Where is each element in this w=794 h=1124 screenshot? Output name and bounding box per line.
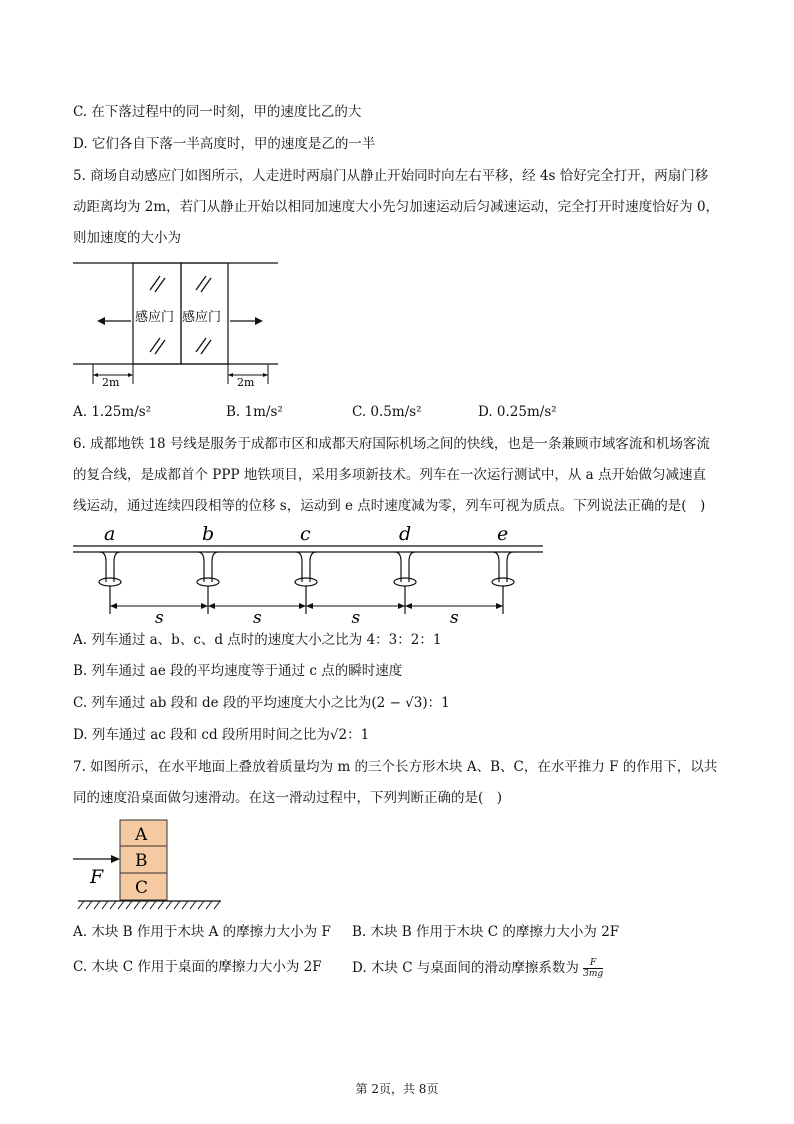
fraction-denominator: 3mg [583, 969, 604, 979]
q7-stem-line2: 同的速度沿桌面做匀速滑动。在这一滑动过程中，下列判断正确的是( ) [73, 790, 503, 806]
point-label-b: b [202, 523, 215, 545]
q7-stem-line1: 7. 如图所示，在水平地面上叠放着质量均为 m 的三个长方形木块 A、B、C，在水平推力 F 的作用下，以共 [73, 759, 718, 775]
point-label-a: a [104, 523, 116, 545]
door-left-label: 感应门 [135, 310, 175, 325]
friction-fraction [583, 958, 603, 979]
rail-pillar [394, 552, 416, 614]
q7-option-b: B. 木块 B 作用于木块 C 的摩擦力大小为 2F [352, 924, 620, 940]
rail-pillar [492, 552, 514, 614]
dim-left-label: 2m [102, 376, 120, 389]
point-label-c: c [300, 523, 311, 545]
q7-option-d-text: D. 木块 C 与桌面间的滑动摩擦系数为 [352, 960, 579, 976]
block-c-label: C [135, 878, 149, 898]
block-a-label: A [135, 825, 148, 845]
q4-option-c: C. 在下落过程中的同一时刻，甲的速度比乙的大 [73, 104, 362, 120]
q7-option-d [352, 958, 603, 979]
segment-label: s [351, 608, 361, 628]
rail-pillar [197, 552, 219, 614]
rail-pillar [295, 552, 317, 614]
segment-label: s [450, 608, 459, 628]
point-label-e: e [497, 523, 509, 545]
q5-option-d: D. 0.25m/s² [478, 404, 557, 420]
segment-label: s [253, 608, 262, 628]
q5-stem-line1: 5. 商场自动感应门如图所示，人走进时两扇门从静止开始同时向左右平移，经 4s 恰好完全打开，两扇门移 [73, 168, 709, 184]
force-label: F [90, 866, 104, 888]
q6-option-b: B. 列车通过 ae 段的平均速度等于通过 c 点的瞬时速度 [73, 663, 403, 679]
dim-right-label: 2m [237, 376, 255, 389]
fraction-numerator: F [583, 958, 603, 969]
door-figure [73, 258, 283, 393]
q6-option-c: C. 列车通过 ab 段和 de 段的平均速度大小之比为(2 − √3)：1 [73, 695, 450, 711]
q5-option-a: A. 1.25m/s² [73, 404, 152, 420]
q5-option-b: B. 1m/s² [226, 404, 283, 420]
q5-stem-line2: 动距离均为 2m，若门从静止开始以相同加速度大小先匀加速运动后匀减速运动，完全打开时速度恰好为 0， [73, 199, 720, 215]
q6-option-a: A. 列车通过 a、b、c、d 点时的速度大小之比为 4：3：2：1 [73, 632, 442, 648]
segment-label: s [155, 608, 164, 628]
rail-figure [73, 522, 548, 627]
q7-option-c: C. 木块 C 作用于桌面的摩擦力大小为 2F [73, 959, 322, 975]
q6-option-d: D. 列车通过 ac 段和 cd 段所用时间之比为√2：1 [73, 727, 370, 743]
page-footer: 第 2页，共 8页 [355, 1082, 439, 1096]
q6-stem-line3: 线运动，通过连续四段相等的位移 s，运动到 e 点时速度减为零，列车可视为质点。下列说法正确的是( ) [73, 498, 706, 514]
block-b-label: B [135, 851, 148, 871]
q7-option-a: A. 木块 B 作用于木块 A 的摩擦力大小为 F [73, 924, 331, 940]
q5-stem-line3: 则加速度的大小为 [73, 230, 181, 246]
q6-stem-line1: 6. 成都地铁 18 号线是服务于成都市区和成都天府国际机场之间的快线，也是一条兼顾市域客流和机场客流 [73, 436, 710, 452]
block-figure [73, 815, 273, 915]
rail-pillar [99, 552, 121, 614]
door-right-label: 感应门 [182, 310, 222, 325]
q6-stem-line2: 的复合线，是成都首个 PPP 地铁项目，采用多项新技术。列车在一次运行测试中，从 a 点开始做匀减速直 [73, 467, 706, 483]
q4-option-d: D. 它们各自下落一半高度时，甲的速度是乙的一半 [73, 136, 376, 152]
point-label-d: d [399, 523, 412, 545]
q5-option-c: C. 0.5m/s² [352, 404, 422, 420]
